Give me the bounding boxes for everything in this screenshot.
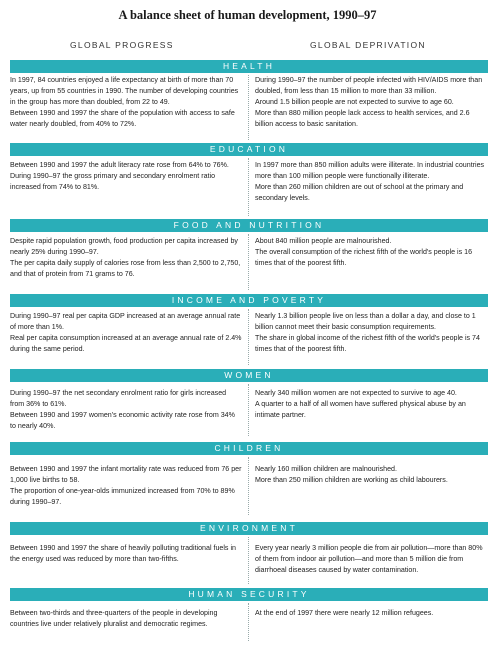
page-title: A balance sheet of human development, 1990–97 [118,8,377,22]
women-progress-item: Between 1990 and 1997 women's economic activity rate rose from 34% to nearly 40%. [10,411,235,430]
income-progress-item: Real per capita consumption increased at an average annual rate of 2.4% during the same period. [10,334,242,353]
security-deprivation-item: At the end of 1997 there were nearly 12 million refugees. [255,609,434,617]
security-progress [10,608,242,630]
section-heading-income-and-poverty: INCOME AND POVERTY [10,294,488,307]
column-heading-progress: GLOBAL PROGRESS [70,40,174,50]
income-deprivation-item: The share in global income of the richest fifth of the world's people is 74 times that of the poorest fifth. [255,334,480,353]
health-deprivation [255,75,487,130]
environment-deprivation [255,543,487,576]
column-heading-deprivation: GLOBAL DEPRIVATION [310,40,426,50]
environment-deprivation-item: Every year nearly 3 million people die from air pollution—more than 80% of them from indoor air pollution—and more than 5 million die from diarrhoeal diseases caused by water contamination. [255,544,483,574]
education-deprivation-item: More than 260 million children are out of school at the primary and secondary levels. [255,183,464,202]
food-deprivation-item: The overall consumption of the richest fifth of the world's people is 16 times that of the poorest fifth. [255,248,473,267]
women-deprivation [255,388,487,421]
health-deprivation-item: Around 1.5 billion people are not expected to survive to age 60. [255,98,454,106]
section-heading-children: CHILDREN [10,442,488,455]
education-progress [10,160,242,193]
income-deprivation [255,311,487,355]
column-divider [248,158,249,216]
children-progress-item: Between 1990 and 1997 the infant mortality rate was reduced from 76 per 1,000 live births to 58. [10,465,242,484]
food-deprivation [255,236,487,269]
income-progress [10,311,242,355]
column-divider [248,384,249,436]
security-progress-item: Between two-thirds and three-quarters of the people in developing countries live under relatively pluralist and democratic regimes. [10,609,218,628]
section-heading-education: EDUCATION [10,143,488,156]
education-deprivation-item: In 1997 more than 850 million adults were illiterate. In industrial countries more than 100 million people were functionally illiterate. [255,161,485,180]
health-deprivation-item: During 1990–97 the number of people infected with HIV/AIDS more than doubled, from less than 15 million to more than 33 million. [255,76,483,95]
column-divider [248,234,249,290]
section-heading-health: HEALTH [10,60,488,73]
health-deprivation-item: More than 880 million people lack access to health services, and 2.6 billion access to basic sanitation. [255,109,470,128]
health-progress-item: In 1997, 84 countries enjoyed a life expectancy at birth of more than 70 years, up from 55 countries in 1990. The number of developing countries in the group has more than doubled, from 22 to 49. [10,76,239,106]
income-progress-item: During 1990–97 real per capita GDP increased at an average annual rate of more than 1%. [10,312,241,331]
women-deprivation-item: A quarter to a half of all women have suffered physical abuse by an intimate partner. [255,400,466,419]
column-divider [248,603,249,641]
children-progress [10,464,242,508]
section-heading-women: WOMEN [10,369,488,382]
children-progress-item: The proportion of one-year-olds immunized increased from 70% to 89% during 1990–97. [10,487,235,506]
food-deprivation-item: About 840 million people are malnourished. [255,237,392,245]
column-divider [248,309,249,365]
women-progress [10,388,242,432]
children-deprivation [255,464,487,486]
section-heading-environment: ENVIRONMENT [10,522,488,535]
column-divider [248,457,249,515]
environment-progress-item: Between 1990 and 1997 the share of heavily polluting traditional fuels in the energy used was reduced by more than two-fifths. [10,544,236,563]
security-deprivation [255,608,487,619]
education-deprivation [255,160,487,204]
health-progress-item: Between 1990 and 1997 the share of the population with access to safe water nearly doubled, from 40% to 72%. [10,109,235,128]
education-progress-item: During 1990–97 the gross primary and secondary enrolment ratio increased from 74% to 81%. [10,172,216,191]
column-divider [248,75,249,140]
column-divider [248,537,249,584]
section-heading-food-and-nutrition: FOOD AND NUTRITION [10,219,488,232]
children-deprivation-item: More than 250 million children are working as child labourers. [255,476,448,484]
health-progress [10,75,242,130]
environment-progress [10,543,242,565]
income-deprivation-item: Nearly 1.3 billion people live on less than a dollar a day, and close to 1 billion cannot meet their basic consumption requirements. [255,312,476,331]
women-progress-item: During 1990–97 the net secondary enrolment ratio for girls increased from 36% to 61%. [10,389,227,408]
children-deprivation-item: Nearly 160 million children are malnourished. [255,465,397,473]
food-progress-item: The per capita daily supply of calories rose from less than 2,500 to 2,750, and that of protein from 71 grams to 76. [10,259,241,278]
women-deprivation-item: Nearly 340 million women are not expected to survive to age 40. [255,389,457,397]
food-progress-item: Despite rapid population growth, food production per capita increased by nearly 25% during 1990–97. [10,237,238,256]
education-progress-item: Between 1990 and 1997 the adult literacy rate rose from 64% to 76%. [10,161,229,169]
section-heading-human-security: HUMAN SECURITY [10,588,488,601]
food-progress [10,236,242,280]
